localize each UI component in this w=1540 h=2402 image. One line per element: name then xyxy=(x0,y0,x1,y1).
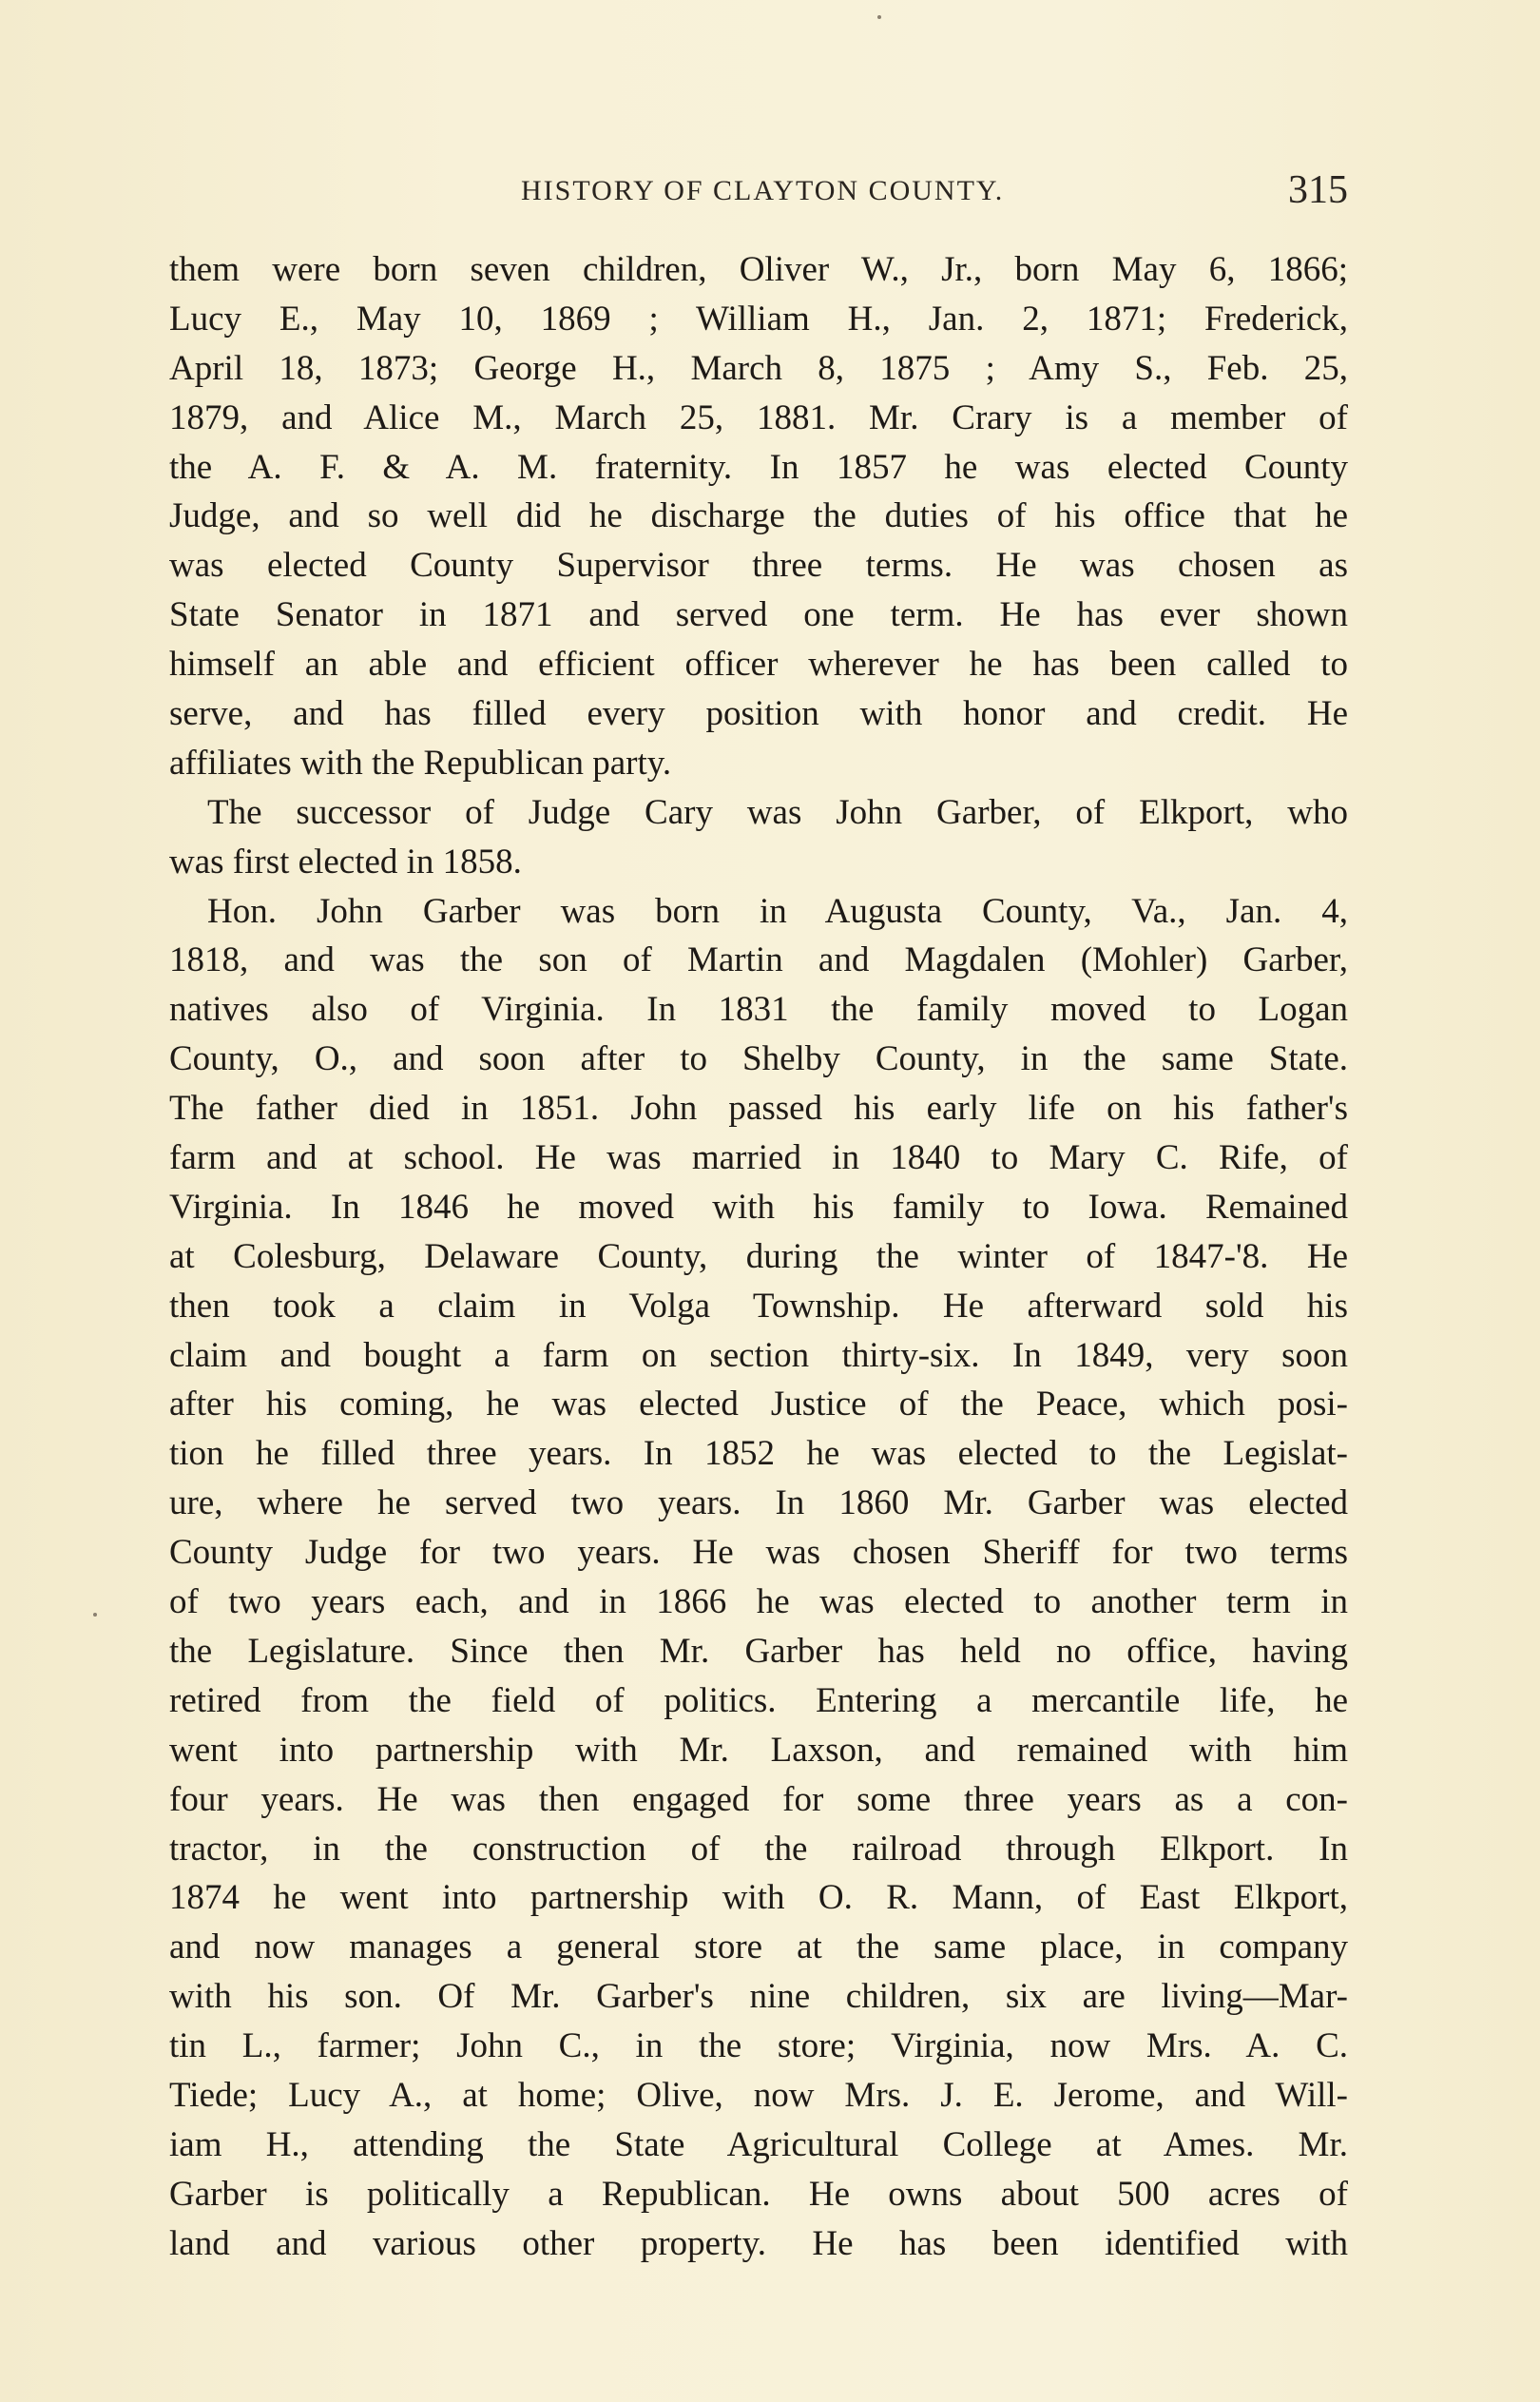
page-number: 315 xyxy=(1288,168,1348,212)
text-line: himself an able and efficient officer wherever he has been called to xyxy=(169,645,1348,685)
text-line: was elected County Supervisor three terms. He was chosen as xyxy=(169,546,1348,586)
running-head: HISTORY OF CLAYTON COUNTY. xyxy=(521,175,1005,206)
text-line: iam H., attending the State Agricultural College at Ames. Mr. xyxy=(169,2124,1348,2164)
text-line: Garber is politically a Republican. He owns about 500 acres of xyxy=(169,2174,1348,2214)
text-line: farm and at school. He was married in 1840 to Mary C. Rife, of xyxy=(169,1138,1348,1178)
text-line: April 18, 1873; George H., March 8, 1875 ; Amy S., Feb. 25, xyxy=(169,348,1348,388)
text-line: Lucy E., May 10, 1869 ; William H., Jan. 2, 1871; Frederick, xyxy=(169,299,1348,339)
print-speck xyxy=(877,15,881,19)
text-line: the A. F. & A. M. fraternity. In 1857 he was elected County xyxy=(169,447,1348,487)
text-line: tractor, in the construction of the railroad through Elkport. In xyxy=(169,1829,1348,1869)
text-line: went into partnership with Mr. Laxson, and remained with him xyxy=(169,1730,1348,1770)
text-line: them were born seven children, Oliver W., Jr., born May 6, 1866; xyxy=(169,250,1348,289)
body-text xyxy=(169,245,1348,2269)
text-line: with his son. Of Mr. Garber's nine children, six are living—Mar- xyxy=(169,1977,1348,2017)
page-header xyxy=(169,167,1348,215)
text-line: then took a claim in Volga Township. He afterward sold his xyxy=(169,1286,1348,1326)
text-line: 1874 he went into partnership with O. R. Mann, of East Elkport, xyxy=(169,1878,1348,1918)
text-line: State Senator in 1871 and served one term. He has ever shown xyxy=(169,595,1348,635)
text-line: tin L., farmer; John C., in the store; Virginia, now Mrs. A. C. xyxy=(169,2026,1348,2066)
text-line: tion he filled three years. In 1852 he was elected to the Legislat- xyxy=(169,1434,1348,1474)
text-line: and now manages a general store at the same place, in company xyxy=(169,1927,1348,1967)
text-line: Virginia. In 1846 he moved with his family to Iowa. Remained xyxy=(169,1187,1348,1227)
text-line: claim and bought a farm on section thirty-six. In 1849, very soon xyxy=(169,1335,1348,1375)
text-line: 1879, and Alice M., March 25, 1881. Mr. Crary is a member of xyxy=(169,397,1348,437)
text-line: serve, and has filled every position with honor and credit. He xyxy=(169,694,1348,734)
text-line: four years. He was then engaged for some three years as a con- xyxy=(169,1779,1348,1819)
text-line: natives also of Virginia. In 1831 the family moved to Logan xyxy=(169,990,1348,1030)
text-line: was first elected in 1858. xyxy=(169,842,522,881)
text-line: County, O., and soon after to Shelby County, in the same State. xyxy=(169,1039,1348,1079)
text-line: after his coming, he was elected Justice of the Peace, which posi- xyxy=(169,1385,1348,1424)
text-line: affiliates with the Republican party. xyxy=(169,743,672,783)
text-line: The father died in 1851. John passed his early life on his father's xyxy=(169,1089,1348,1129)
text-line: Hon. John Garber was born in Augusta County, Va., Jan. 4, xyxy=(207,891,1348,931)
text-line: the Legislature. Since then Mr. Garber has held no office, having xyxy=(169,1631,1348,1671)
text-line: County Judge for two years. He was chosen Sheriff for two terms xyxy=(169,1533,1348,1573)
text-line: Judge, and so well did he discharge the duties of his office that he xyxy=(169,496,1348,536)
text-line: 1818, and was the son of Martin and Magdalen (Mohler) Garber, xyxy=(169,940,1348,980)
text-line: retired from the field of politics. Entering a mercantile life, he xyxy=(169,1680,1348,1720)
text-line: at Colesburg, Delaware County, during the winter of 1847-'8. He xyxy=(169,1236,1348,1276)
text-line: of two years each, and in 1866 he was elected to another term in xyxy=(169,1582,1348,1622)
text-line: The successor of Judge Cary was John Garber, of Elkport, who xyxy=(207,792,1348,832)
text-line: Tiede; Lucy A., at home; Olive, now Mrs. J. E. Jerome, and Will- xyxy=(169,2075,1348,2115)
print-speck xyxy=(93,1613,97,1617)
text-line: land and various other property. He has been identified with xyxy=(169,2223,1348,2263)
text-line: ure, where he served two years. In 1860 Mr. Garber was elected xyxy=(169,1483,1348,1523)
